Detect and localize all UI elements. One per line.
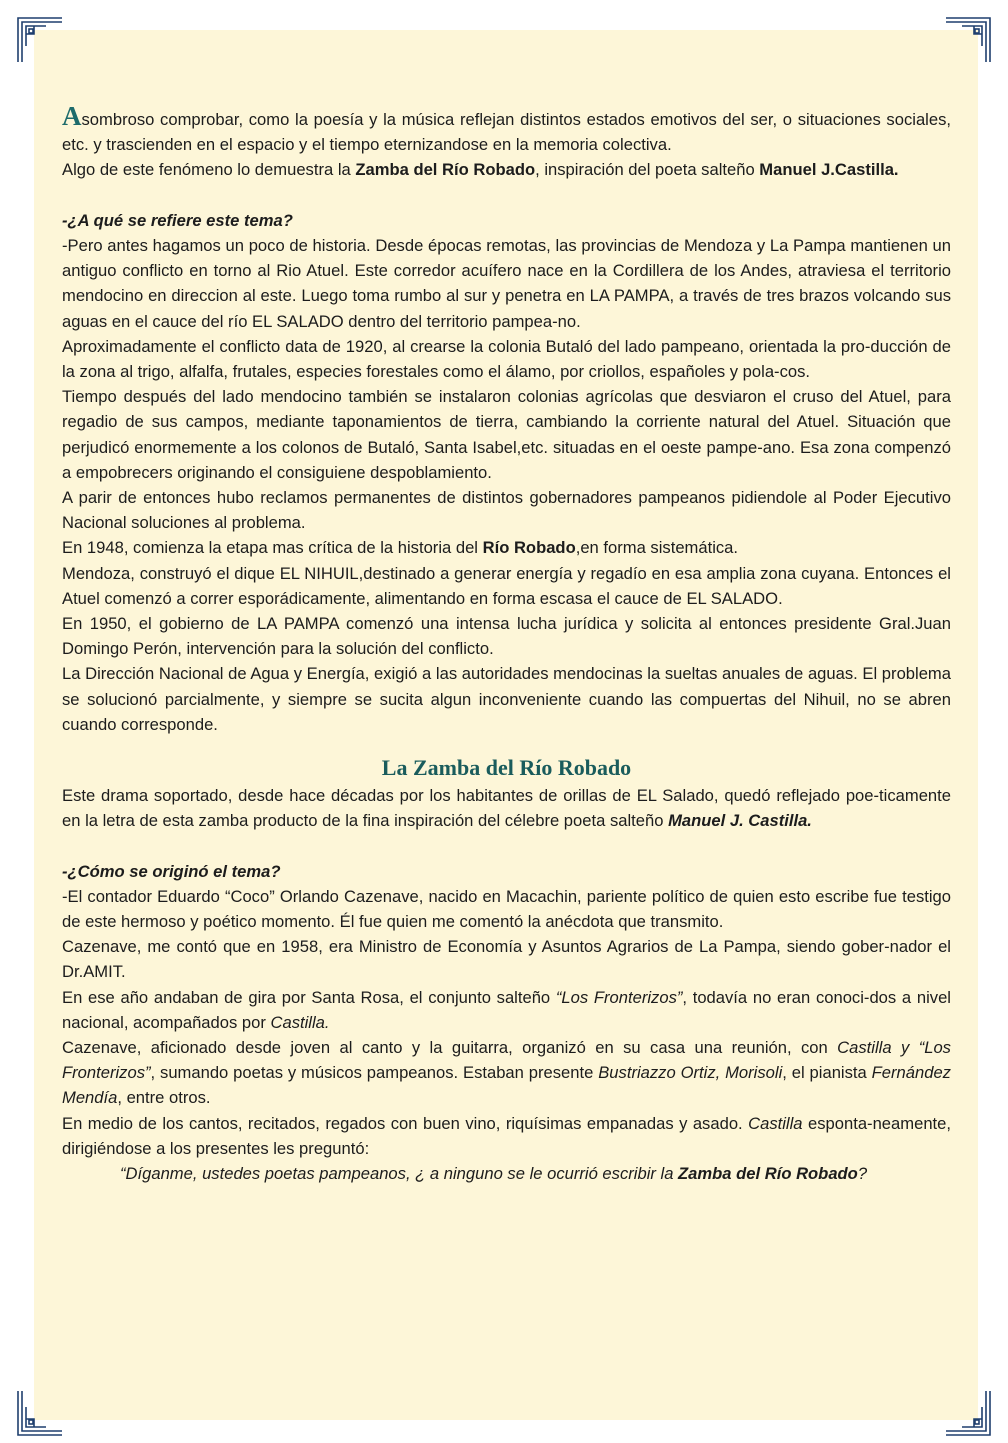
corner-ornament-icon xyxy=(16,1389,64,1437)
paragraph: En medio de los cantos, recitados, regados con buen vino, riquísimas empanadas y asado. Castilla esponta-neamente, dirigiéndose a los presentes les preguntó: xyxy=(62,1113,951,1158)
paragraph: Cazenave, me contó que en 1958, era Ministro de Economía y Asuntos Agrarios de La Pampa, siendo gober-nador el Dr.AMIT. xyxy=(62,937,951,982)
paragraph: La Dirección Nacional de Agua y Energía, exigió a las autoridades mendocinas la sueltas anuales de aguas. El problema se solucionó parcialmente, y siempre se sucita algun inconveniente cuando las compuertas del Nihuil, no se abren cuando corresponde. xyxy=(62,664,951,734)
paragraph: -El contador Eduardo “Coco” Orlando Cazenave, nacido en Macachin, pariente político de quien esto escribe fue testigo de este hermoso y poético momento. Él fue quien me comentó la anécdota que transmito. xyxy=(62,886,951,932)
spacer xyxy=(62,833,951,858)
intro-paragraph-2: Algo de este fenómeno lo demuestra la Zamba del Río Robado, inspiración del poeta salteño Manuel J.Castilla. xyxy=(62,160,899,180)
quote: “Díganme, ustedes poetas pampeanos, ¿ a ninguno se le ocurrió escribir la Zamba del Río Robado? xyxy=(120,1164,868,1184)
paragraph: -Pero antes hagamos un poco de historia. Desde épocas remotas, las provincias de Mendoza y La Pampa mantienen un antiguo conflicto en torno al Rio Atuel. Este corredor acuífero nace en la Cordillera de los Andes, atraviesa el territorio mendocino en direccion al este. Luego toma rumbo al sur y penetra en LA PAMPA, a través de tres brazos volcando sus aguas en el cauce del río EL SALADO dentro del territorio pampea-no. xyxy=(62,236,951,331)
article-body xyxy=(62,101,951,1186)
paragraph: En ese año andaban de gira por Santa Rosa, el conjunto salteño “Los Fronterizos”, todavía no eran conoci-dos a nivel nacional, acompañados por Castilla. xyxy=(62,987,951,1032)
question-heading: -¿A qué se refiere este tema? xyxy=(62,210,293,230)
spacer xyxy=(62,183,951,208)
paragraph: En 1948, comienza la etapa mas crítica de la historia del Río Robado,en forma sistemática. xyxy=(62,538,739,558)
corner-ornament-icon xyxy=(944,1389,992,1437)
paragraph: A parir de entonces hubo reclamos permanentes de distintos gobernadores pampeanos pidiendole al Poder Ejecutivo Nacional soluciones al problema. xyxy=(62,488,951,533)
question-heading: -¿Cómo se originó el tema? xyxy=(62,861,281,881)
paragraph: Tiempo después del lado mendocino también se instalaron colonias agrícolas que desviaron el cruso del Atuel, para regadio de sus campos, mediante taponamientos de tierra, cambiando la corriente natural del Atuel. Situación que perjudicó enormemente a los colonos de Butaló, Santa Isabel,etc. situadas en el oeste pampe-ano. Esa zona compenzó a empobrecers originando el consiguiene despoblamiento. xyxy=(62,387,951,482)
paragraph: En 1950, el gobierno de LA PAMPA comenzó una intensa lucha jurídica y solicita al entonces presidente Gral.Juan Domingo Perón, intervención para la solución del conflicto. xyxy=(62,614,951,659)
drop-cap: A xyxy=(62,101,82,131)
section-title: La Zamba del Río Robado xyxy=(381,755,632,781)
corner-ornament-icon xyxy=(944,16,992,64)
intro-paragraph: Asombroso comprobar, como la poesía y la música reflejan distintos estados emotivos del ser, o situaciones sociales, etc. y trascienden en el espacio y el tiempo eternizandose en la memoria colectiva. xyxy=(62,101,951,155)
paragraph: Cazenave, aficionado desde joven al canto y la guitarra, organizó en su casa una reunión, con Castilla y “Los Fronterizos”, sumando poetas y músicos pampeanos. Estaban presente Bustriazzo Ortiz, Morisoli, el pianista Fernández Mendía, entre otros. xyxy=(62,1038,951,1108)
paragraph: Mendoza, construyó el dique EL NIHUIL,destinado a generar energía y regadío en esa amplia zona cuyana. Entonces el Atuel comenzó a correr esporádicamente, alimentando en forma escasa el cauce de EL SALADO. xyxy=(62,563,951,608)
corner-ornament-icon xyxy=(16,16,64,64)
paragraph: Aproximadamente el conflicto data de 1920, al crearse la colonia Butaló del lado pampeano, orientada la pro-ducción de la zona al trigo, alfalfa, frutales, especies forestales como el álamo, por criollos, españoles y pola-cos. xyxy=(62,336,951,382)
paragraph: Este drama soportado, desde hace décadas por los habitantes de orillas de EL Salado, quedó reflejado poe-ticamente en la letra de esta zamba producto de la fina inspiración del célebre poeta salteño Manuel J. Castilla. xyxy=(62,786,951,831)
